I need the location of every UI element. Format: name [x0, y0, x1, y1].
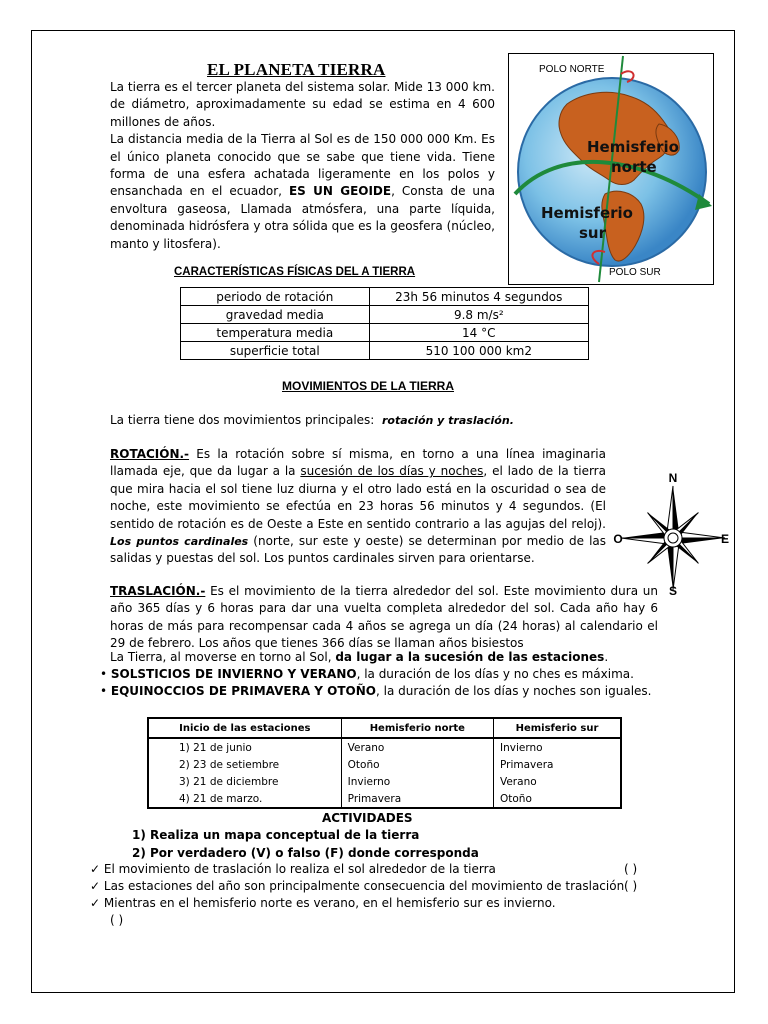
seasons-row: [148, 790, 621, 808]
seasons-cell: Primavera: [341, 790, 493, 808]
movements-intro: La tierra tiene dos movimientos principales: rotación y traslación.: [110, 413, 514, 427]
physical-value: 9.8 m/s²: [369, 306, 588, 324]
seasons-cell: 3) 21 de diciembre: [148, 773, 341, 790]
geoide-emphasis: ES UN GEOIDE: [288, 184, 392, 199]
physical-label: superficie total: [181, 342, 370, 360]
seasons-row: [148, 756, 621, 773]
physical-value: 510 100 000 km2: [369, 342, 588, 360]
seasons-column-header: Inicio de las estaciones: [148, 718, 341, 738]
check-icon: ✓: [90, 879, 101, 893]
hemisferio-norte-label: Hemisferio norte: [587, 138, 679, 176]
movements-heading: MOVIMIENTOS DE LA TIERRA: [282, 379, 455, 393]
globe-illustration: [508, 53, 714, 285]
seasons-cell: Otoño: [493, 790, 621, 808]
check-item-1: ✓ El movimiento de traslación lo realiza el sol alrededor de la tierra ( ): [90, 861, 658, 878]
check-icon: ✓: [90, 896, 101, 910]
intro-paragraph-1: La tierra es el tercer planeta del sistema solar. Mide 13 000 km. de diámetro, aproximadamente su edad se estima en 4 600 millones de años.: [110, 80, 495, 129]
physical-label: gravedad media: [181, 306, 370, 324]
movements-types: rotación y traslación.: [382, 414, 514, 427]
translation-label: TRASLACIÓN.-: [110, 584, 206, 598]
activity-2: 2) Por verdadero (V) o falso (F) donde corresponda: [132, 846, 479, 860]
rotation-label: ROTACIÓN.-: [110, 447, 190, 461]
seasons-cell: Verano: [341, 738, 493, 756]
seasons-column-header: Hemisferio norte: [341, 718, 493, 738]
compass-east: E: [720, 532, 730, 546]
seasons-cell: Invierno: [493, 738, 621, 756]
seasons-cell: Verano: [493, 773, 621, 790]
check-item-3: ✓ Mientras en el hemisferio norte es verano, en el hemisferio sur es invierno. ( ): [90, 895, 658, 930]
seasons-table: [147, 717, 622, 809]
seasons-cell: 2) 23 de setiembre: [148, 756, 341, 773]
cardinal-points-term: Los puntos cardinales: [110, 535, 249, 549]
compass-south: S: [668, 584, 678, 596]
seasons-row: [148, 738, 621, 756]
compass-north: N: [668, 472, 678, 485]
intro-text: [110, 79, 495, 253]
check-item-2: ✓ Las estaciones del año son principalmente consecuencia del movimiento de traslación ( ): [90, 878, 658, 895]
seasons-cell: 1) 21 de junio: [148, 738, 341, 756]
answer-blank-3[interactable]: ( ): [110, 913, 124, 928]
rotation-paragraph: ROTACIÓN.- Es la rotación sobre sí misma, en torno a una línea imaginaria llamada eje, que da lugar a la sucesión de los días y noches, el lado de la tierra que mira hacia el sol tiene luz diurna y el otro lado está en la oscuridad o sea de noche, este movimiento se efectúa en 23 horas 56 minutos y 4 segundos. (El sentido de rotación es de Oeste a Este en sentido contrario a las agujas del reloj). Los puntos cardinales (norte, sur este y oeste) se determinan por medio de las salidas y puestas del sol. Los puntos cardinales sirven para orientarse.: [110, 447, 607, 566]
compass-rose-icon: [612, 472, 734, 596]
physical-value: 14 °C: [369, 324, 588, 342]
seasons-cell: Otoño: [341, 756, 493, 773]
globe-icon: [509, 54, 713, 284]
physical-label: periodo de rotación: [181, 288, 370, 306]
polo-norte-label: POLO NORTE: [539, 64, 605, 75]
seasons-sentence: La Tierra, al moverse en torno al Sol, da lugar a la sucesión de las estaciones.: [110, 650, 609, 664]
activities-heading: ACTIVIDADES: [322, 811, 413, 825]
translation-paragraph: TRASLACIÓN.- Es el movimiento de la tierra alrededor del sol. Este movimiento dura un año 365 días y 6 horas para dar una vuelta completa alrededor del sol. Cada año hay 6 horas de más para recompensar cada 4 años se agrega un día (24 horas) al calendario el 29 de febrero. Los años que tienes 366 días se llaman años bisiestos: [110, 584, 658, 651]
seasons-column-header: Hemisferio sur: [493, 718, 621, 738]
compass-west: O: [613, 532, 623, 546]
physical-row: [181, 324, 589, 342]
hemisferio-sur-label: Hemisferio sur: [541, 204, 633, 242]
intro-paragraph-2: La distancia media de la Tierra al Sol es de 150 000 000 Km. Es el único planeta conocido que se sabe que tiene vida. Tiene forma de una esfera achatada ligeramente en los polos y ensanchada en el ecuador, ES UN GEOIDE, Consta de una envoltura gaseosa, Llamada atmósfera, una parte líquida, denominada hidrósfera y otra sólida que es la geosfera (núcleo, manto y litosfera).: [110, 132, 495, 251]
seasons-cell: 4) 21 de marzo.: [148, 790, 341, 808]
bullet-equinoccios: • EQUINOCCIOS DE PRIMAVERA Y OTOÑO, la duración de los días y noches son iguales.: [100, 684, 652, 698]
physical-heading: CARACTERÍSTICAS FÍSICAS DEL A TIERRA: [174, 266, 416, 278]
activity-1: 1) Realiza un mapa conceptual de la tierra: [132, 828, 420, 842]
answer-blank-2[interactable]: ( ): [624, 879, 638, 893]
answer-blank-1[interactable]: ( ): [624, 862, 638, 876]
page-title: EL PLANETA TIERRA: [207, 60, 386, 79]
polo-sur-label: POLO SUR: [609, 267, 661, 278]
physical-row: [181, 306, 589, 324]
seasons-row: [148, 773, 621, 790]
seasons-cell: Primavera: [493, 756, 621, 773]
check-icon: ✓: [90, 862, 101, 876]
physical-row: [181, 342, 589, 360]
physical-label: temperatura media: [181, 324, 370, 342]
physical-table: [180, 287, 589, 360]
bullet-solsticios: • SOLSTICIOS DE INVIERNO Y VERANO, la duración de los días y no ches es máxima.: [100, 667, 634, 681]
physical-value: 23h 56 minutos 4 segundos: [369, 288, 588, 306]
physical-row: [181, 288, 589, 306]
seasons-cell: Invierno: [341, 773, 493, 790]
